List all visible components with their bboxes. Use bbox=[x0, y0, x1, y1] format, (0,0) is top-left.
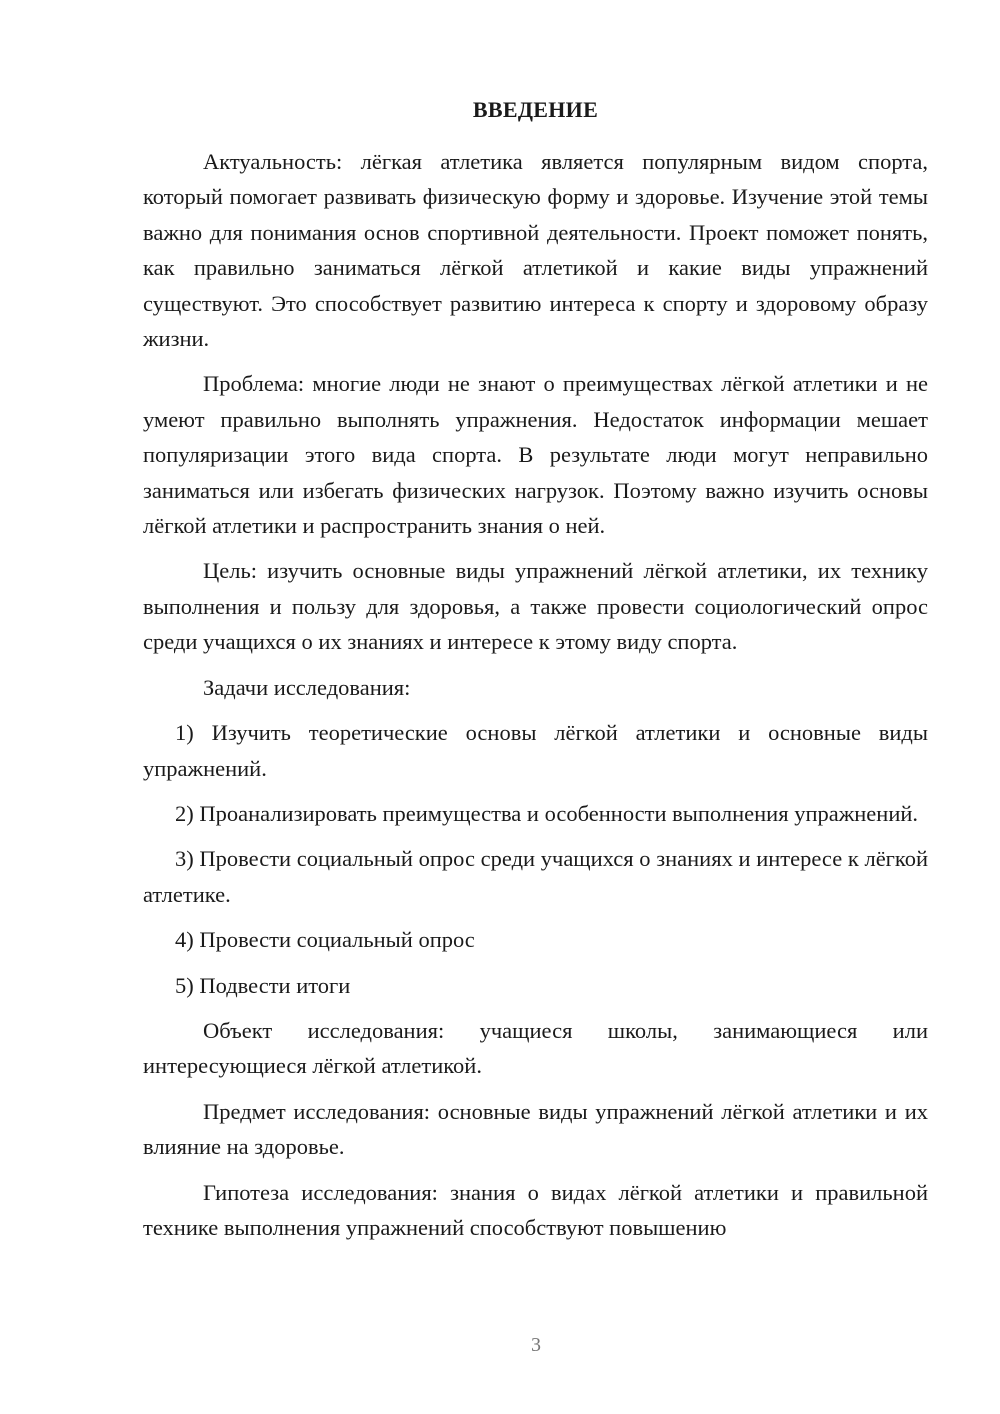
problem-paragraph: Проблема: многие люди не знают о преимуществах лёгкой атлетики и не умеют правильно выполнять упражнения. Недостаток информации мешает популяризации этого вида спорта. В результате люди могут неправильно заниматься или избегать физических нагрузок. Поэтому важно изучить основы лёгкой атлетики и распространить знания о ней. bbox=[143, 371, 928, 539]
page-title: ВВЕДЕНИЕ bbox=[472, 97, 599, 122]
page-number: 3 bbox=[531, 1334, 541, 1356]
task-item-1: 1) Изучить теоретические основы лёгкой атлетики и основные виды упражнений. bbox=[143, 720, 928, 781]
goal-paragraph: Цель: изучить основные виды упражнений лёгкой атлетики, их технику выполнения и пользу для здоровья, а также провести социологический опрос среди учащихся о их знаниях и интересе к этому виду спорта. bbox=[143, 558, 928, 655]
hypothesis-paragraph: Гипотеза исследования: знания о видах лёгкой атлетики и правильной технике выполнения упражнений способствуют повышению bbox=[143, 1179, 928, 1240]
document-page bbox=[143, 94, 928, 1255]
task-item-3: 3) Провести социальный опрос среди учащихся о знаниях и интересе к лёгкой атлетике. bbox=[143, 846, 928, 907]
task-item-2: 2) Проанализировать преимущества и особенности выполнения упражнений. bbox=[175, 800, 919, 826]
relevance-paragraph: Актуальность: лёгкая атлетика является популярным видом спорта, который помогает развивать физическую форму и здоровье. Изучение этой темы важно для понимания основ спортивной деятельности. Проект поможет понять, как правильно заниматься лёгкой атлетикой и какие виды упражнений существуют. Это способствует развитию интереса к спорту и здоровому образу жизни. bbox=[143, 149, 928, 352]
subject-paragraph: Предмет исследования: основные виды упражнений лёгкой атлетики и их влияние на здоровье. bbox=[143, 1098, 928, 1160]
tasks-heading: Задачи исследования: bbox=[203, 674, 411, 700]
task-item-4: 4) Провести социальный опрос bbox=[175, 927, 475, 953]
task-item-5: 5) Подвести итоги bbox=[175, 972, 351, 998]
object-paragraph: Объект исследования: учащиеся школы, занимающиеся или интересующиеся лёгкой атлетикой. bbox=[143, 1017, 928, 1079]
